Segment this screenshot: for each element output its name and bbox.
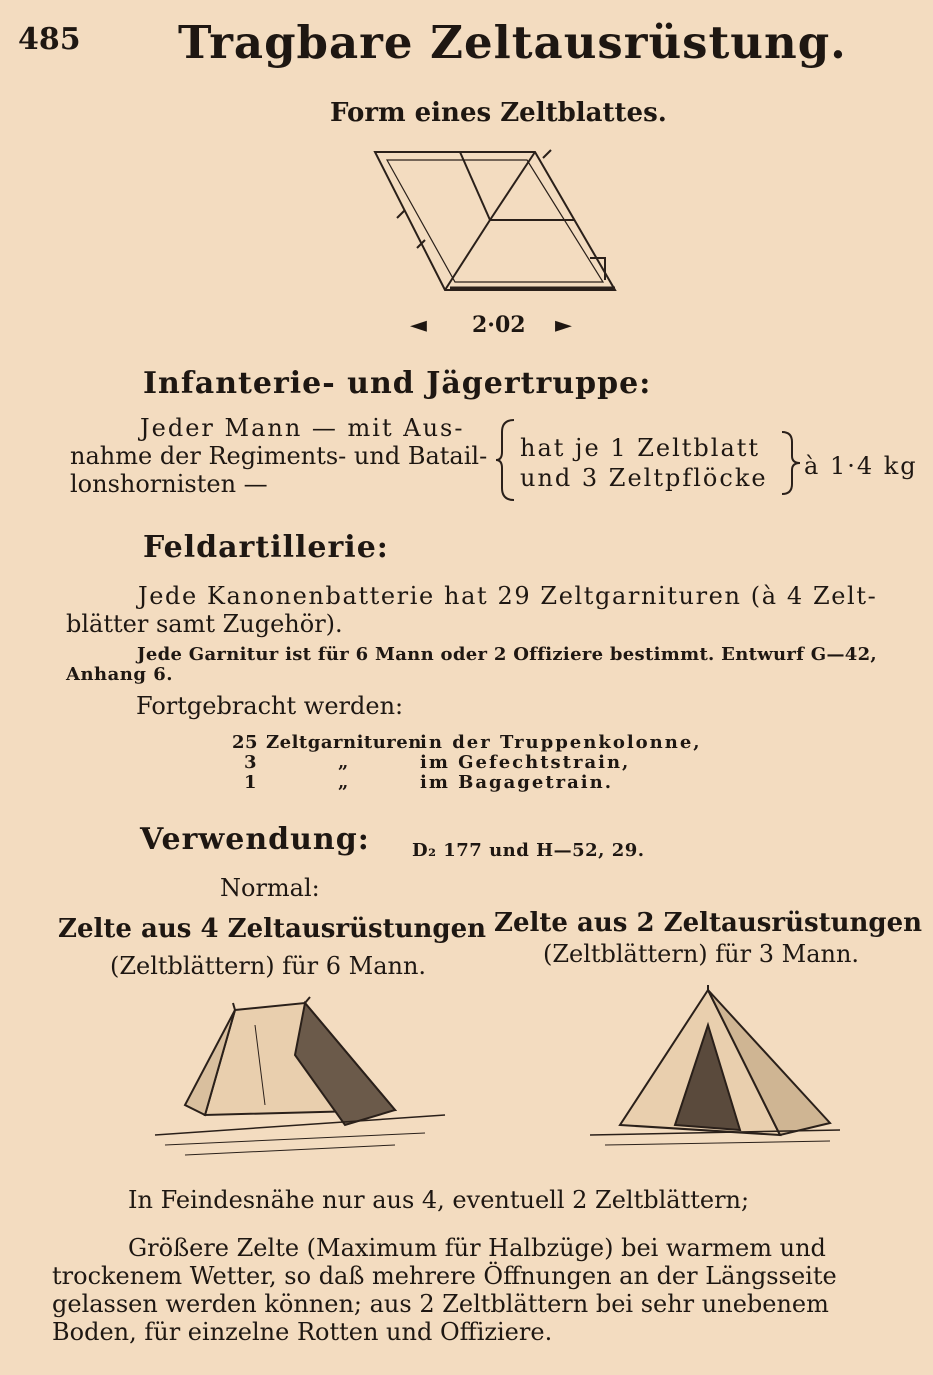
arrow-right-icon: ►: [555, 312, 572, 338]
infanterie-line-1: Jeder Mann — mit Aus-: [140, 414, 465, 442]
transport-item-1: Zeltgarnituren: [266, 732, 422, 753]
closing-line-1: Größere Zelte (Maximum für Halbzüge) bei warmem und: [128, 1234, 826, 1262]
section-heading-infanterie: Infanterie- und Jägertruppe:: [143, 366, 652, 401]
section-heading-verwendung: Verwendung:: [140, 822, 370, 857]
normal-label: Normal:: [220, 874, 320, 902]
tent-sheet-diagram: [365, 140, 625, 310]
infanterie-item-1: hat je 1 Zeltblatt: [520, 434, 761, 462]
closing-line-4: Boden, für einzelne Rotten und Offiziere.: [52, 1318, 553, 1346]
transport-place-2: im Gefechtstrain,: [420, 752, 631, 773]
transport-count-1: 25: [232, 732, 259, 753]
arrow-left-icon: ◄: [410, 312, 427, 338]
infanterie-weight: à 1·4 kg: [804, 452, 918, 480]
tent-right-title: Zelte aus 2 Zeltausrüstungen: [494, 908, 923, 938]
enemy-note: In Feindesnähe nur aus 4, eventuell 2 Zeltblättern;: [128, 1186, 750, 1214]
feldartillerie-p2-line-1: Jede Garnitur ist für 6 Mann oder 2 Offiziere bestimmt. Entwurf G—42,: [137, 644, 877, 665]
infanterie-line-3: lonshornisten —: [70, 470, 268, 498]
section-heading-feldartillerie: Feldartillerie:: [143, 530, 389, 565]
transport-count-3: 1: [244, 772, 258, 793]
closing-line-2: trockenem Wetter, so daß mehrere Öffnungen an der Längsseite: [52, 1262, 837, 1290]
tent-right-subtitle: (Zeltblättern) für 3 Mann.: [542, 940, 860, 968]
transport-label: Fortgebracht werden:: [136, 692, 404, 720]
transport-count-2: 3: [244, 752, 258, 773]
transport-place-3: im Bagagetrain.: [420, 772, 613, 793]
dimension-label: 2·02: [472, 312, 526, 338]
transport-place-1: in der Truppenkolonne,: [420, 732, 702, 753]
infanterie-line-2: nahme der Regiments- und Batail-: [70, 442, 488, 470]
tent-three-man-illustration: [590, 985, 850, 1155]
tent-six-man-illustration: [145, 995, 455, 1165]
feldartillerie-p1-line-2: blätter samt Zugehör).: [66, 610, 343, 638]
infanterie-item-2: und 3 Zeltpflöcke: [520, 464, 768, 492]
page-title: Tragbare Zeltausrüstung.: [178, 16, 847, 69]
verwendung-reference: D₂ 177 und H—52, 29.: [412, 840, 645, 861]
transport-item-3: „: [338, 772, 349, 793]
tent-left-title: Zelte aus 4 Zeltausrüstungen: [58, 914, 487, 944]
right-brace-icon: [778, 430, 802, 496]
page-number: 485: [18, 22, 81, 57]
figure-title: Form eines Zeltblattes.: [330, 98, 667, 128]
tent-left-subtitle: (Zeltblättern) für 6 Mann.: [109, 952, 427, 980]
feldartillerie-p1-line-1: Jede Kanonenbatterie hat 29 Zeltgarnituren (à 4 Zelt-: [138, 582, 878, 610]
feldartillerie-p2-line-2: Anhang 6.: [66, 664, 174, 685]
transport-item-2: „: [338, 752, 349, 773]
left-brace-icon: [494, 418, 518, 502]
closing-line-3: gelassen werden können; aus 2 Zeltblättern bei sehr unebenem: [52, 1290, 829, 1318]
